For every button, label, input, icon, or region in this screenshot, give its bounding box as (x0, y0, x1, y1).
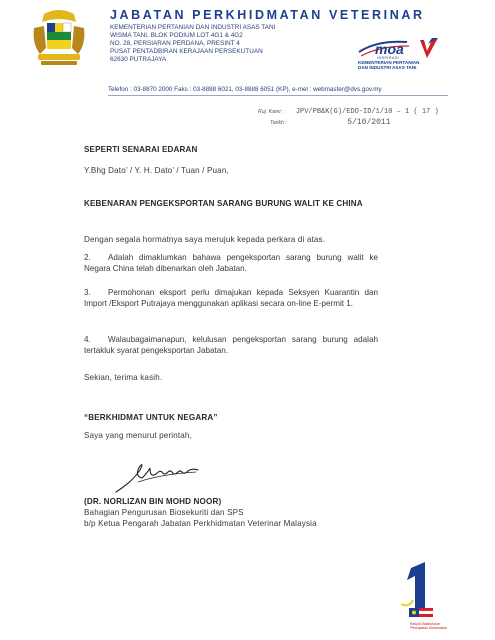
letterhead-address (110, 24, 275, 64)
subject-line: KEBENARAN PENGEKSPORTAN SARANG BURUNG WALIT KE CHINA (84, 199, 363, 208)
paragraph-4 (84, 334, 378, 356)
signatory-position: Bahagian Pengurusan Biosekuriti dan SPS (84, 508, 244, 517)
date-label: Tarikh : (270, 120, 287, 126)
handwritten-signature-icon (112, 452, 204, 496)
paragraph-text: Permohonan eksport perlu dimajukan kepada Seksyen Kuarantin dan Import /Eksport Putrajaya menggunakan aplikasi secara on-line E-permit 1. (84, 288, 378, 309)
paragraph-number: 4. (84, 335, 91, 344)
address-line: PUSAT PENTADBIRAN KERAJAAN PERSEKUTUAN (110, 48, 263, 55)
moa-logo-text: moa (375, 41, 404, 57)
paragraph-2 (84, 252, 378, 274)
salutation: Y.Bhg Dato’ / Y. H. Dato’ / Tuan / Puan, (84, 166, 229, 175)
contact-line: Telefon : 03-8870 2000 Faks : 03-8888 6021, 03-8888 6051 (KP), e-mel : webmaster@dvs.gov.my (108, 86, 382, 93)
address-line: NO. 28, PERSIARAN PERDANA, PRESINT 4 (110, 40, 240, 47)
coat-of-arms-icon (30, 8, 88, 68)
slogan-line: Rakyat Didahulukan (410, 622, 441, 626)
motto: “BERKHIDMAT UNTUK NEGARA” (84, 413, 218, 422)
letterhead-divider (108, 95, 448, 96)
reference-date (270, 111, 391, 129)
paragraph-text: Adalah dimaklumkan bahawa pengeksportan sarang burung walit ke Negara China telah dibenarkan oleh Jabatan. (84, 253, 378, 274)
signatory-name: (DR. NORLIZAN BIN MOHD NOOR) (84, 497, 222, 506)
moa-tagline: INSPIRASI (377, 56, 400, 60)
address-line: 62630 PUTRAJAYA (110, 56, 167, 63)
signoff-line: Saya yang menurut perintah, (84, 431, 192, 440)
address-line: WISMA TANI, BLOK PODIUM LOT 4G1 & 4G2 (110, 32, 243, 39)
reference-value: JPV/PB&K(G)/EDO-ID/1/10 – 1 ( 17 ) (295, 108, 439, 116)
department-title: JABATAN PERKHIDMATAN VETERINAR (110, 8, 425, 22)
reference-label: Ruj. Kami : (258, 109, 284, 115)
paragraph-number: 3. (84, 288, 91, 297)
signatory-position: b/p Ketua Pengarah Jabatan Perkhidmatan Veterinar Malaysia (84, 519, 317, 528)
slogan-line: Pencapaian Diutamakan (410, 626, 447, 630)
moa-subtitle-line: KEMENTERIAN PERTANIAN (358, 60, 420, 65)
ministry-check-logo-icon (418, 36, 440, 62)
paragraph-number: 2. (84, 253, 91, 262)
distribution-line: SEPERTI SENARAI EDARAN (84, 145, 198, 154)
paragraph-3 (84, 287, 378, 309)
address-line: KEMENTERIAN PERTANIAN DAN INDUSTRI ASAS TANI (110, 24, 276, 31)
opening-line: Dengan segala hormatnya saya merujuk kepada perkara di atas. (84, 235, 326, 244)
date-value: 5/10/2011 (347, 118, 391, 127)
moa-subtitle-line: DAN INDUSTRI ASAS TANI (358, 65, 417, 71)
paragraph-text: Walaubagaimanapun, kelulusan pengeksportan sarang burung adalah tertakluk syarat pengeksportan Jabatan. (84, 335, 378, 356)
footer-slogan (410, 622, 447, 630)
moa-subtitle (358, 60, 419, 71)
closing-line: Sekian, terima kasih. (84, 373, 163, 382)
1malaysia-logo-icon (395, 562, 441, 624)
